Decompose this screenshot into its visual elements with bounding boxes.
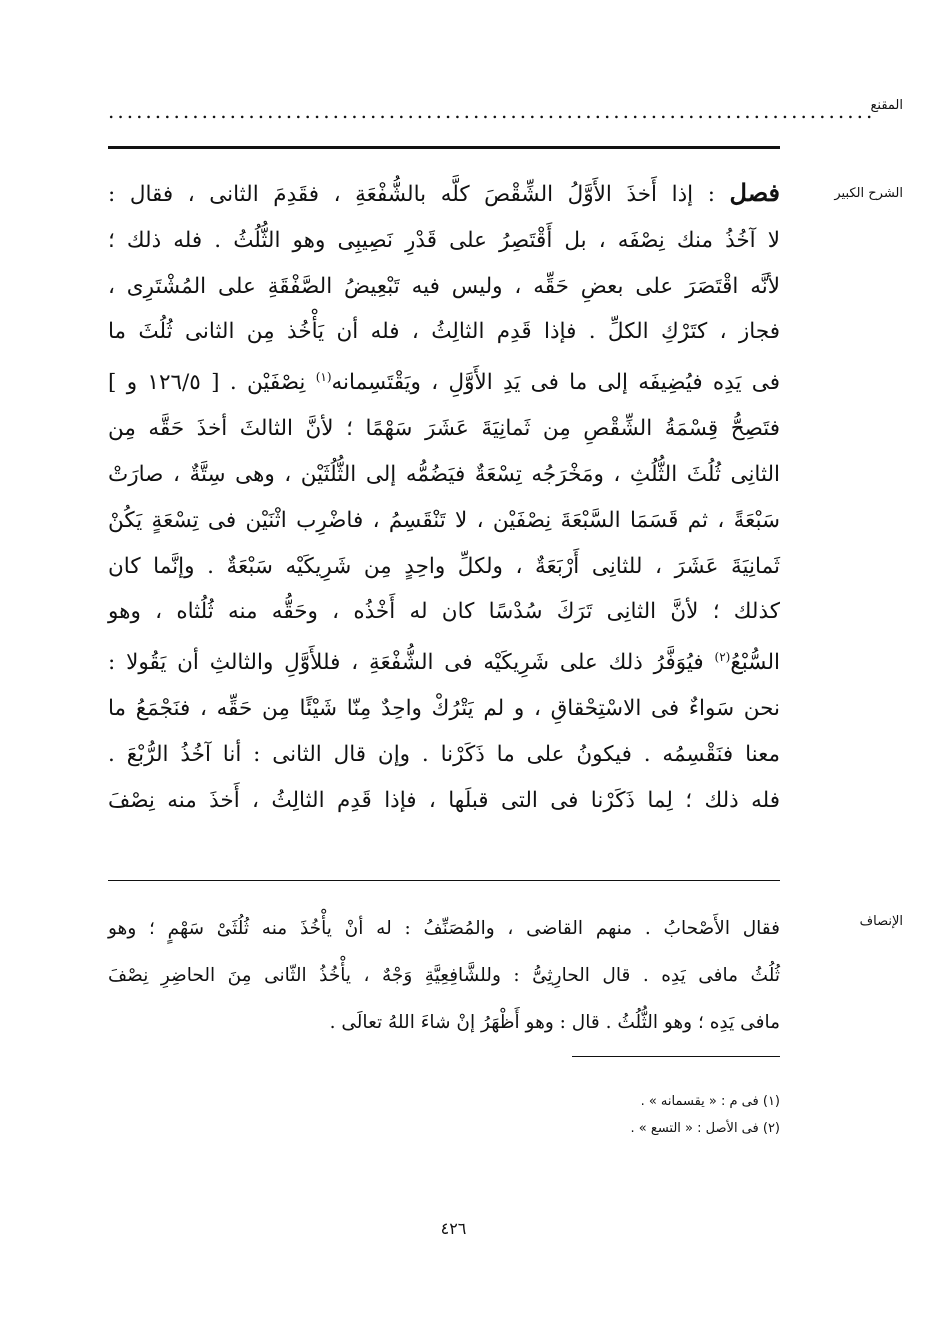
text-line: لأنَّه اقْتَصَرَ على بعضِ حَقِّه ، وليس فيه تَبْعِيضُ الصَّفْقَةِ على المُشْتَرِى ،	[108, 273, 780, 299]
text-line: فجاز ، كتَرْكِ الكلِّ . فإذا قَدِم الثالِثُ ، فله أن يَأْخُذ مِن الثانى ثُلُثَ ما	[108, 319, 780, 345]
footnote-2: (٢) فى الأصل : « التسع » .	[630, 1121, 780, 1136]
text-line: نحن سَواءٌ فى الاسْتِحْقاقِ ، و لم يَتْرُكْ واحِدٌ مِنّا شَيْئًا مِن حَقِّه ، فنَجْمَعُ ما	[108, 696, 780, 722]
text-line: فى يَدِه فيُضِيفَه إلى ما فى يَدِ الأَوَّلِ ، ويَقْتَسِمانه$^{(١)}$ نِصْفَيْن . [ ١٢٦/٥ و ]	[108, 370, 780, 396]
text-line: لا آخُذُ منك نِصْفَه ، بل أَقْتَصِرُ على قَدْرِ نَصِيبِى وهو الثُّلُثُ . فله ذلك ؛	[108, 227, 780, 253]
text-line: معنا فنَقْسِمُه . فيكونُ على ما ذَكَرْنا . وإن قال الثانى : أنا آخُذُ الرُّبْعَ .	[108, 741, 780, 767]
section-keyword: فصل	[729, 178, 780, 207]
footnote-ref: (١)	[315, 370, 332, 385]
footnotes	[631, 1088, 780, 1142]
text-line: ثُلُثُ مافى يَدِه . قال الحارِثِىُّ : وللشَّافِعِيَّةِ وَجْهٌ ، يأْخُذُ الثّانى مِنَ الحاضِرِ نِصْفَ	[108, 965, 780, 986]
margin-label-insaf: الإنصاف	[859, 914, 903, 929]
header-rule	[108, 146, 780, 149]
text-line: كذلك ؛ لأنَّ الثانِى تَرَكَ سُدْسًا كان له أَخْذُه ، وحَقُّه منه ثُلُثاه ، وهو	[108, 599, 780, 625]
main-commentary-text	[108, 170, 780, 823]
page-number: ٤٢٦	[440, 1219, 467, 1238]
margin-label-sharh-kabir: الشرح الكبير	[834, 186, 903, 201]
section-divider	[108, 880, 780, 881]
text-line: سَبْعَةً ، ثم قَسَمَا السَّبْعَةَ نِصْفَيْن ، لا تَنْقَسِمُ ، فاضْرِب اثْنَيْن فى تِسْعَةٍ يَكُنْ	[108, 507, 780, 533]
text-line: فتَصِحُّ قِسْمَةُ الشِّقْصِ مِن ثَمانِيَةَ عَشَرَ سَهْمًا ؛ لأنَّ الثالثَ أخذَ حَقَّه مِن	[108, 416, 780, 442]
text-line: الثانِى ثُلُثَ الثُّلُثِ ، ومَخْرَجُه تِسْعَةٌ فيَضُمُّه إلى الثُّلُثَيْن ، وهى سِتَّةٌ ، صارَتْ	[108, 461, 780, 487]
text-line: ثَمانِيَةَ عَشَرَ ، للثانِى أَرْبَعَةٌ ، ولكلِّ واحِدٍ مِن شَرِيكَيْه سَبْعَةٌ . وإنَّما كان	[108, 553, 780, 579]
footnote-1: (١) فى م : « يقسمانه » .	[640, 1094, 780, 1109]
margin-label-muqni: المقنع	[870, 98, 903, 113]
footnote-divider	[572, 1056, 780, 1057]
text-line: السُّبْعُ$^{(٢)}$ فيُوَفَّرُ ذلك على شَرِيكَيْه فى الشُّفْعَةِ ، فللأَوَّلِ والثالثِ أن يَقُولا :	[108, 650, 780, 676]
text-line: مافى يَدِه ؛ وهو الثُّلُثُ . قال : وهو أَظْهَرُ إنْ شاءَ اللهُ تعالَى .	[329, 1012, 780, 1033]
footnote-ref: (٢)	[714, 650, 731, 665]
text-line: فله ذلك ؛ لِما ذَكَرْنا فى التى قبلَها ، فإذا قَدِم الثالِثُ ، أَخذَ منه نِصْفَ	[108, 787, 780, 813]
text-line: فصل : إذا أَخذَ الأَوَّلُ الشِّقْصَ كلَّه بالشُّفْعَةِ ، فقَدِمَ الثانى ، فقال :	[108, 178, 780, 207]
text-line: فقال الأَصْحابُ . منهم القاضى ، والمُصَنِّفُ : له أنْ يأْخُذَ منه ثُلُثَىْ سَهْمٍ ؛ وهو	[108, 918, 780, 939]
insaf-text	[108, 905, 780, 1046]
dotted-placeholder-line: ..................................................................................	[108, 99, 876, 123]
